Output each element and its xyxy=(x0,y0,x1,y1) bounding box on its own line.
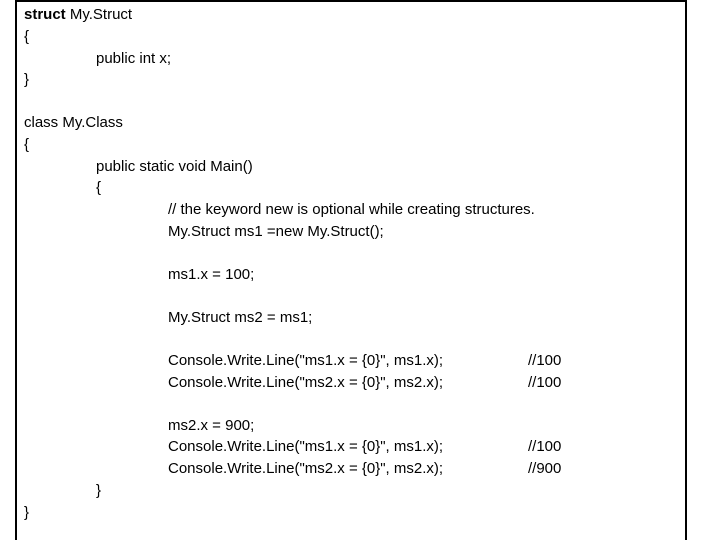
code-frame xyxy=(15,0,687,540)
struct-declaration xyxy=(24,6,132,24)
main-open-brace: { xyxy=(96,179,102,196)
class-open-brace: { xyxy=(24,136,30,153)
struct-open-brace: { xyxy=(24,28,30,45)
print-line-1: Console.Write.Line("ms1.x = {0}", ms1.x); xyxy=(168,352,444,369)
struct-keyword: struct xyxy=(24,6,66,23)
class-close-brace: } xyxy=(24,504,30,521)
code-comment: // the keyword new is optional while creating structures. xyxy=(168,201,535,218)
main-method-declaration: public static void Main() xyxy=(96,158,253,175)
print-line-3: Console.Write.Line("ms1.x = {0}", ms1.x); xyxy=(168,438,444,455)
output-comment-4: //900 xyxy=(528,460,562,477)
ms1-declaration: My.Struct ms1 =new My.Struct(); xyxy=(168,223,384,240)
output-comment-3: //100 xyxy=(528,438,562,455)
main-close-brace: } xyxy=(96,482,102,499)
print-line-4: Console.Write.Line("ms2.x = {0}", ms2.x); xyxy=(168,460,444,477)
ms1-assignment: ms1.x = 100; xyxy=(168,266,255,283)
ms2-declaration: My.Struct ms2 = ms1; xyxy=(168,309,313,326)
struct-field: public int x; xyxy=(96,50,172,67)
struct-close-brace: } xyxy=(24,71,30,88)
output-comment-2: //100 xyxy=(528,374,562,391)
ms2-assignment: ms2.x = 900; xyxy=(168,417,255,434)
print-line-2: Console.Write.Line("ms2.x = {0}", ms2.x); xyxy=(168,374,444,391)
class-declaration: class My.Class xyxy=(24,114,123,131)
struct-name: My.Struct xyxy=(65,6,133,23)
output-comment-1: //100 xyxy=(528,352,562,369)
